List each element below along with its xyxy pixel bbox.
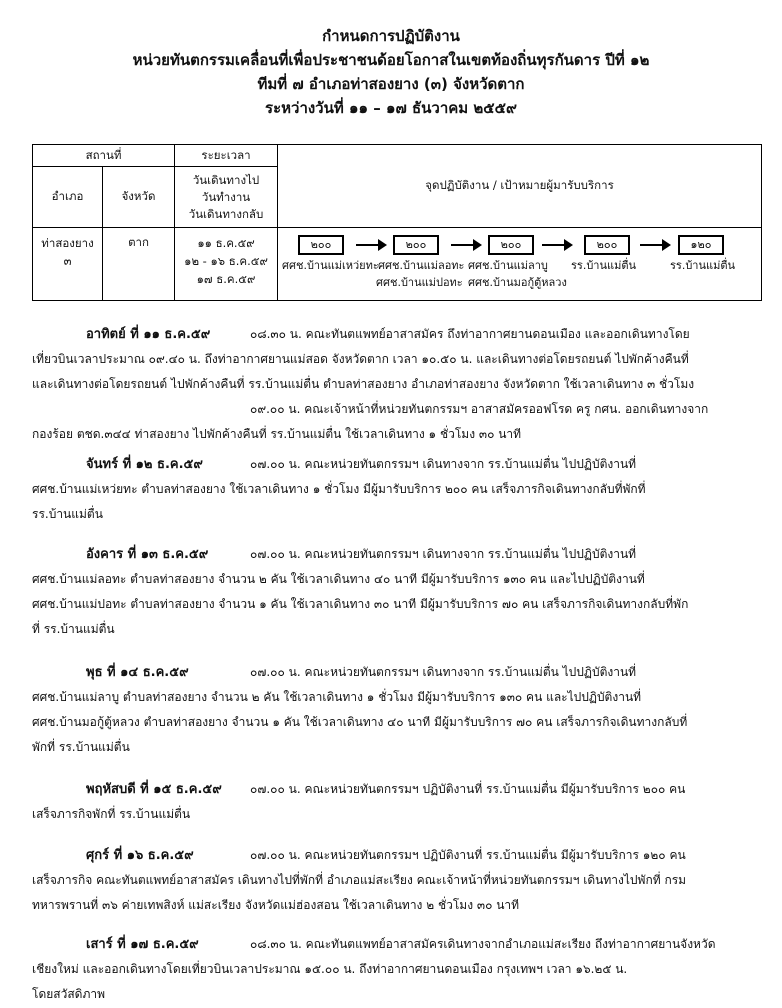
day-sunday: [32, 322, 762, 447]
header-target: จุดปฏิบัติงาน / เป้าหมายผู้มารับบริการ: [278, 145, 762, 228]
target-box-4: ๒๐๐: [584, 235, 630, 255]
day-line: ศศช.บ้านแม่เหว่ยทะ ตำบลท่าสองยาง ใช้เวลาเดินทาง ๑ ชั่วโมง มีผู้มารับบริการ ๒๐๐ คน เสร็จภารกิจเดินทางกลับที่พักที่: [32, 482, 646, 496]
day-line: ทหารพรานที่ ๓๖ ค่ายเทพสิงห์ แม่สะเรียง จังหวัดแม่ฮ่องสอน ใช้เวลาเดินทาง ๒ ชั่วโมง ๓๐ นาที: [32, 898, 520, 912]
day-line: ๐๗.๐๐ น. คณะหน่วยทันตกรรมฯ เดินทางจาก รร.บ้านแม่ตื่น ไปปฏิบัติงานที่: [250, 665, 637, 679]
target-box-2: ๒๐๐: [393, 235, 439, 255]
day-line: กองร้อย ตชด.๓๔๔ ท่าสองยาง ไปพักค้างคืนที่ รร.บ้านแม่ตื่น ใช้เวลาเดินทาง ๑ ชั่วโมง ๓๐ นาที: [32, 427, 522, 441]
day-line: ๐๘.๓๐ น. คณะทันตแพทย์อาสาสมัครเดินทางจากอำเภอแม่สะเรียง ถึงท่าอากาศยานจังหวัด: [250, 937, 716, 951]
header-period-detail: วันเดินทางไป วันทำงาน วันเดินทางกลับ: [175, 167, 278, 228]
day-line: รร.บ้านแม่ตื่น: [32, 507, 103, 521]
header-place: สถานที่: [33, 145, 175, 167]
target-flow-cell: [278, 228, 762, 301]
location-3: ศศช.บ้านแม่ลาบู: [468, 259, 548, 272]
day-line: พักที่ รร.บ้านแม่ตื่น: [32, 740, 130, 754]
arrow-right-icon: [354, 235, 388, 255]
title-line-3: ทีมที่ ๗ อำเภอท่าสองยาง (๓) จังหวัดตาก: [257, 75, 525, 93]
day-line: ๐๗.๐๐ น. คณะหน่วยทันตกรรมฯ ปฏิบัติงานที่ รร.บ้านแม่ตื่น มีผู้มารับบริการ ๑๒๐ คน: [250, 848, 686, 862]
day-monday: [32, 452, 762, 527]
day-thursday: [32, 777, 762, 827]
day-title: ศุกร์ ที่ ๑๖ ธ.ค.๕๙: [86, 848, 194, 863]
district-cell: ท่าสองยาง ๓: [33, 228, 103, 301]
arrow-right-icon: [540, 235, 574, 255]
service-flow: [278, 228, 761, 294]
day-line: ศศช.บ้านแม่ลาบู ตำบลท่าสองยาง จำนวน ๒ คัน ใช้เวลาเดินทาง ๑ ชั่วโมง มีผู้มารับบริการ ๑๓๐ คน และไปปฏิบัติงานที่: [32, 690, 642, 704]
location-5: รร.บ้านแม่ตื่น: [670, 259, 736, 272]
location-4: รร.บ้านแม่ตื่น: [571, 259, 637, 272]
day-line: ศศช.บ้านแม่ลอทะ ตำบลท่าสองยาง จำนวน ๒ คัน ใช้เวลาเดินทาง ๔๐ นาที มีผู้มารับบริการ ๑๓๐ คน และไปปฏิบัติงานที่: [32, 572, 645, 586]
day-line: โดยสวัสดิภาพ: [32, 987, 106, 1001]
target-box-5: ๑๒๐: [678, 235, 724, 255]
day-wednesday: [32, 660, 762, 760]
dates-cell: ๑๑ ธ.ค.๕๙ ๑๒ - ๑๖ ธ.ค.๕๙ ๑๗ ธ.ค.๕๙: [175, 228, 278, 301]
day-line: เสร็จภารกิจ คณะทันตแพทย์อาสาสมัคร เดินทางไปที่พักที่ อำเภอแม่สะเรียง คณะเจ้าหน้าที่หน่วยทันตกรรมฯ เดินทางไปพักที่ กรม: [32, 873, 687, 887]
location-7: ศศช.บ้านมอกู้ตู้หลวง: [468, 276, 567, 289]
day-line: ๐๘.๓๐ น. คณะทันตแพทย์อาสาสมัคร ถึงท่าอากาศยานดอนเมือง และออกเดินทางโดย: [250, 327, 690, 341]
arrow-right-icon: [638, 235, 672, 255]
day-line: ที่ รร.บ้านแม่ตื่น: [32, 622, 115, 636]
title-line-2: หน่วยทันตกรรมเคลื่อนที่เพื่อประชาชนด้อยโอกาสในเขตท้องถิ่นทุรกันดาร ปีที่ ๑๒: [132, 51, 650, 69]
day-title: อังคาร ที่ ๑๓ ธ.ค.๕๙: [86, 547, 209, 562]
day-tuesday: [32, 542, 762, 642]
day-line: ศศช.บ้านแม่ปอทะ ตำบลท่าสองยาง จำนวน ๑ คัน ใช้เวลาเดินทาง ๓๐ นาที มีผู้มารับบริการ ๗๐ คน เสร็จภารกิจเดินทางกลับที่พัก: [32, 597, 689, 611]
target-box-3: ๒๐๐: [488, 235, 534, 255]
day-line: เที่ยวบินเวลาประมาณ ๐๙.๔๐ น. ถึงท่าอากาศยานแม่สอด จังหวัดตาก เวลา ๑๐.๕๐ น. และเดินทางต่อโดยรถยนต์ ไปพักค้างคืนที่: [32, 352, 689, 366]
day-title: เสาร์ ที่ ๑๗ ธ.ค.๕๙: [86, 937, 199, 952]
schedule-table: [32, 144, 762, 301]
header-period: ระยะเวลา: [175, 145, 278, 167]
header-district: อำเภอ: [33, 167, 103, 228]
day-line: เสร็จภารกิจพักที่ รร.บ้านแม่ตื่น: [32, 807, 191, 821]
province-cell: ตาก: [103, 228, 175, 301]
location-1: ศศช.บ้านแม่เหว่ยทะ: [282, 259, 379, 272]
location-6: ศศช.บ้านแม่ปอทะ: [376, 276, 463, 289]
location-2: ศศช.บ้านแม่ลอทะ: [378, 259, 465, 272]
day-title: พุธ ที่ ๑๔ ธ.ค.๕๙: [86, 665, 189, 680]
day-saturday: [32, 932, 762, 1007]
day-line: ศศช.บ้านมอกู้ตู้หลวง ตำบลท่าสองยาง จำนวน ๑ คัน ใช้เวลาเดินทาง ๔๐ นาที มีผู้มารับบริการ ๗๐ คน เสร็จภารกิจเดินทางกลับที่: [32, 715, 688, 729]
day-friday: [32, 843, 762, 918]
day-line: ๐๗.๐๐ น. คณะหน่วยทันตกรรมฯ เดินทางจาก รร.บ้านแม่ตื่น ไปปฏิบัติงานที่: [250, 457, 637, 471]
day-line: ๐๗.๐๐ น. คณะหน่วยทันตกรรมฯ เดินทางจาก รร.บ้านแม่ตื่น ไปปฏิบัติงานที่: [250, 547, 637, 561]
title-line-4: ระหว่างวันที่ ๑๑ – ๑๗ ธันวาคม ๒๕๕๙: [265, 99, 517, 117]
document-title: [0, 24, 782, 120]
day-line: ๐๗.๐๐ น. คณะหน่วยทันตกรรมฯ ปฏิบัติงานที่ รร.บ้านแม่ตื่น มีผู้มารับบริการ ๒๐๐ คน: [250, 782, 686, 796]
day-line: เชียงใหม่ และออกเดินทางโดยเที่ยวบินเวลาประมาณ ๑๕.๐๐ น. ถึงท่าอากาศยานดอนเมือง กรุงเทพฯ เวลา ๑๖.๒๕ น.: [32, 962, 628, 976]
day-title: อาทิตย์ ที่ ๑๑ ธ.ค.๕๙: [86, 327, 211, 342]
day-line: และเดินทางต่อโดยรถยนต์ ไปพักค้างคืนที่ รร.บ้านแม่ตื่น ตำบลท่าสองยาง อำเภอท่าสองยาง จังหวัดตาก ใช้เวลาเดินทาง ๓ ชั่วโมง: [32, 377, 695, 391]
day-line: ๐๙.๐๐ น. คณะเจ้าหน้าที่หน่วยทันตกรรมฯ อาสาสมัครออฟโรด ครู กศน. ออกเดินทางจาก: [250, 402, 709, 416]
day-title: จันทร์ ที่ ๑๒ ธ.ค.๕๙: [86, 457, 203, 472]
target-box-1: ๒๐๐: [298, 235, 344, 255]
title-line-1: กำหนดการปฏิบัติงาน: [322, 27, 460, 45]
header-province: จังหวัด: [103, 167, 175, 228]
day-title: พฤหัสบดี ที่ ๑๕ ธ.ค.๕๙: [86, 782, 222, 797]
arrow-right-icon: [449, 235, 483, 255]
